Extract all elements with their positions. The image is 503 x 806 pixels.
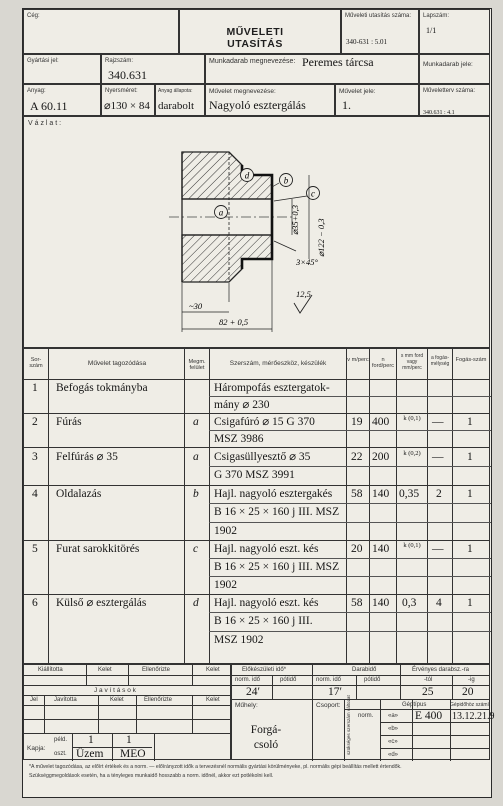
row-tool-line: MSZ 1902 — [214, 634, 264, 646]
page-count-label: Lapszám: — [423, 13, 450, 19]
checked-by-label: Ellenőrizte — [144, 697, 173, 703]
material-cell — [23, 84, 101, 116]
drawing-number: 340.631 — [108, 68, 147, 82]
row-tool-line: 1902 — [214, 525, 237, 537]
date-label: Kelet — [110, 697, 124, 703]
marker-d — [241, 169, 254, 182]
row-i: 1 — [467, 451, 473, 463]
row-tool-line: B 16 × 25 × 160 j III. MSZ — [214, 506, 340, 518]
row-number: 4 — [32, 488, 38, 500]
row-desc: Befogás tokmányba — [56, 382, 148, 394]
row-v: 58 — [351, 488, 363, 500]
material-state: darabolt — [158, 100, 195, 112]
row-surface: c — [193, 543, 199, 555]
corrected-by-label: Javította — [54, 697, 77, 703]
row-number: 3 — [32, 451, 38, 463]
row-desc: Külső ⌀ esztergálás — [56, 597, 147, 609]
corrections-label: J a v í t á s o k — [94, 687, 136, 694]
dim-82: 82 + 0,5 — [219, 317, 249, 327]
date-label: Kelet — [206, 667, 220, 673]
row-number: 2 — [32, 416, 38, 428]
row-a: — — [432, 416, 444, 428]
part-sketch — [24, 117, 491, 349]
unit-time-label: Darabidő — [352, 667, 377, 673]
svg-text:c: c — [311, 188, 315, 199]
from-label: -tól — [424, 677, 433, 683]
page-count: 1/1 — [426, 26, 437, 35]
sketch-label: V á z l a t : — [28, 120, 62, 127]
row-s: k (0,1) — [403, 542, 421, 549]
row-a: — — [432, 451, 444, 463]
row-i: 1 — [467, 543, 473, 555]
raw-size: ⌀130 × 84 — [104, 100, 150, 112]
row-a: 2 — [436, 488, 442, 500]
workshop: Forgá-csoló — [250, 724, 282, 751]
copies-label: péld. — [54, 737, 68, 743]
machine-time-label: Gépidőhöz számí — [450, 702, 489, 708]
dim-35: ⌀35+0,3 — [290, 205, 300, 235]
footer-right — [231, 664, 495, 760]
row-v: 19 — [351, 416, 363, 428]
copies-2: 1 — [126, 734, 132, 746]
roughness-value: 12,5 — [296, 289, 311, 299]
mark-label: Jel — [30, 697, 38, 703]
row-tool-line: Csigasüllyesztő ⌀ 35 — [214, 451, 311, 463]
row-s: k (0,1) — [403, 415, 421, 422]
page-count-cell — [419, 9, 490, 54]
header-n: n ford/perc — [371, 357, 395, 369]
row-number: 1 — [32, 382, 38, 394]
code-a: «a» — [388, 713, 399, 719]
workshop-label: Műhely: — [235, 702, 258, 709]
company-label: Cég: — [27, 13, 40, 19]
plan-number-cell — [419, 84, 490, 116]
setup-time: 24′ — [246, 686, 261, 698]
row-tool-line: B 16 × 25 × 160 j III. — [214, 615, 313, 627]
company-cell — [23, 9, 179, 54]
footnote-1: *A művelet tagozódása, az előírt értékek és a norm. — előírányzott idők a tervezésnél normális gyártási körülményeke, pl. normális gépi beállítás mellett értendők. — [29, 764, 402, 770]
extra-time-label: pótidő — [280, 677, 297, 683]
drawing-number-label: Rajzszám: — [105, 58, 134, 64]
issued-by-label: Kiállította — [38, 667, 63, 673]
header-muvelet: Művelet tagozódása — [87, 360, 147, 367]
code-b: «b» — [388, 726, 399, 732]
row-desc: Oldalazás — [56, 488, 102, 500]
header-s: s mm ford vagy mm/perc — [400, 353, 424, 371]
part-mark-label: Munkadarab jele: — [423, 61, 473, 68]
svg-text:d: d — [244, 170, 250, 181]
norm-label: norm. — [358, 713, 374, 719]
svg-text:b: b — [283, 175, 289, 186]
header-felulet: Megm. felület — [188, 359, 206, 371]
operation-sheet — [22, 8, 495, 798]
copies-1: 1 — [88, 734, 94, 746]
valid-from: 25 — [422, 686, 434, 698]
valid-qty-label: Érvényes darabsz.-ra — [412, 667, 470, 673]
sheet-number: 340-631 : 5.01 — [346, 38, 388, 46]
required-tool-variant-label: szükséges szerszám változat — [346, 695, 351, 755]
row-tool-line: G 370 MSZ 3991 — [214, 469, 295, 481]
header-v: v m/perc — [347, 357, 369, 363]
header-sorszam: Sor-szám — [29, 357, 43, 369]
extra-time-label: pótidő — [364, 677, 381, 683]
row-s: 0,3 — [402, 597, 417, 609]
header-szerszam: Szerszám, mérőeszköz, készülék — [229, 360, 327, 367]
row-v: 58 — [351, 597, 363, 609]
part-name-label: Munkadarab megnevezése: — [209, 58, 296, 65]
row-v: 20 — [351, 543, 363, 555]
material-state-label: Anyag állapota: — [158, 88, 193, 94]
to-label: -ig — [468, 677, 475, 683]
operation-mark: 1. — [342, 98, 351, 112]
row-tool-line: Csigafúró ⌀ 15 G 370 — [214, 416, 315, 428]
row-n: 400 — [372, 416, 390, 428]
row-number: 6 — [32, 597, 38, 609]
department-label: oszt. — [54, 751, 67, 757]
header-a: a fogás-mélység — [430, 355, 450, 367]
valid-to: 20 — [462, 686, 474, 698]
row-a: — — [432, 543, 444, 555]
department-1: Üzem — [76, 748, 104, 760]
row-surface: a — [193, 451, 199, 463]
row-n: 140 — [372, 488, 390, 500]
row-a: 4 — [436, 597, 442, 609]
production-mark-label: Gyártási jel: — [27, 58, 59, 64]
sheet-number-cell — [341, 9, 419, 54]
norm-time-label: norm. idő — [316, 677, 342, 683]
row-tool-line: 1902 — [214, 579, 237, 591]
row-number: 5 — [32, 543, 38, 555]
plan-number-label: Műveletterv száma: — [423, 88, 476, 94]
row-n: 200 — [372, 451, 390, 463]
receives-label: Kapja: — [27, 745, 46, 752]
norm-time-label: norm. idő — [235, 677, 261, 683]
row-tool-line: Hárompofás esztergatok- — [214, 382, 330, 394]
sketch-area — [23, 116, 490, 348]
row-desc: Felfúrás ⌀ 35 — [56, 451, 118, 463]
part-mark-cell — [419, 54, 490, 84]
header-fogasszam: Fogás-szám — [455, 357, 487, 363]
operations-table — [23, 348, 490, 664]
footnote-2: Szükséggmegoldások esetén, ha a tényleges munkaidő hosszabb a norm. időnél, akkor ezt potlékolni kell. — [29, 772, 274, 779]
dim-122: ⌀122 − 0,3 — [316, 218, 326, 257]
row-tool-line: B 16 × 25 × 160 j III. MSZ — [214, 561, 340, 573]
department-2: MEO — [120, 748, 146, 760]
row-s: k (0,2) — [403, 450, 421, 457]
date-label: Kelet — [206, 697, 220, 703]
raw-size-cell — [101, 84, 155, 116]
machine-type-label: Géptípus — [402, 702, 427, 708]
dim-30: ~30 — [189, 301, 203, 311]
production-mark-cell — [23, 54, 101, 84]
row-tool-line: mány ⌀ 230 — [214, 399, 270, 411]
code-c: «c» — [388, 739, 398, 745]
row-desc: Furat sarokkitörés — [56, 543, 140, 555]
operation-name-label: Művelet megnevezése: — [209, 88, 276, 95]
row-surface: d — [193, 597, 199, 609]
part-name-cell — [205, 54, 419, 84]
svg-text:a: a — [218, 207, 224, 218]
raw-size-label: Nyersméret: — [105, 88, 138, 94]
operation-mark-label: Művelet jele: — [339, 88, 376, 95]
row-tool-line: Hajl. nagyoló eszt. kés — [214, 543, 319, 555]
date-label: Kelet — [98, 667, 112, 673]
material: A 60.11 — [30, 99, 68, 113]
marker-c — [274, 187, 320, 202]
material-label: Anyag: — [27, 88, 46, 94]
row-tool-line: Hajl. nagyoló eszt. kés — [214, 597, 319, 609]
machine-date: 13.12.21.9 — [452, 711, 495, 722]
unit-time: 17′ — [328, 686, 343, 698]
row-tool-line: MSZ 3986 — [214, 433, 264, 445]
footnotes — [29, 764, 487, 779]
plan-number: 340.631 : 4.1 — [423, 110, 455, 116]
row-n: 140 — [372, 597, 390, 609]
code-d: «d» — [388, 752, 399, 758]
row-surface: a — [193, 416, 199, 428]
document-title: MŰVELETI UTASÍTÁS — [226, 26, 284, 50]
operation-name: Nagyoló esztergálás — [209, 98, 306, 112]
row-i: 1 — [467, 416, 473, 428]
row-surface: b — [193, 488, 199, 500]
row-n: 140 — [372, 543, 390, 555]
row-s: 0,35 — [399, 488, 420, 500]
part-name: Peremes tárcsa — [302, 55, 374, 69]
operation-mark-cell — [335, 84, 419, 116]
title-cell — [179, 9, 341, 54]
sheet-number-label: Műveleti utasítás száma: — [345, 13, 412, 19]
checked-by-label: Ellenőrizte — [142, 667, 171, 673]
operation-name-cell — [205, 84, 335, 116]
row-desc: Fúrás — [56, 416, 82, 428]
marker-b — [272, 174, 293, 188]
row-i: 1 — [467, 488, 473, 500]
machine-type: E 400 — [415, 710, 443, 722]
group-label: Csoport: — [316, 702, 341, 709]
drawing-number-cell — [101, 54, 205, 84]
marker-a — [215, 206, 228, 219]
row-i: 1 — [467, 597, 473, 609]
material-state-cell — [155, 84, 205, 116]
row-tool-line: Hajl. nagyoló esztergakés — [214, 488, 333, 500]
dim-chamfer: 3×45° — [296, 257, 318, 267]
setup-time-label: Előkészületi idő* — [242, 667, 287, 673]
row-v: 22 — [351, 451, 363, 463]
footer-left — [23, 664, 231, 760]
